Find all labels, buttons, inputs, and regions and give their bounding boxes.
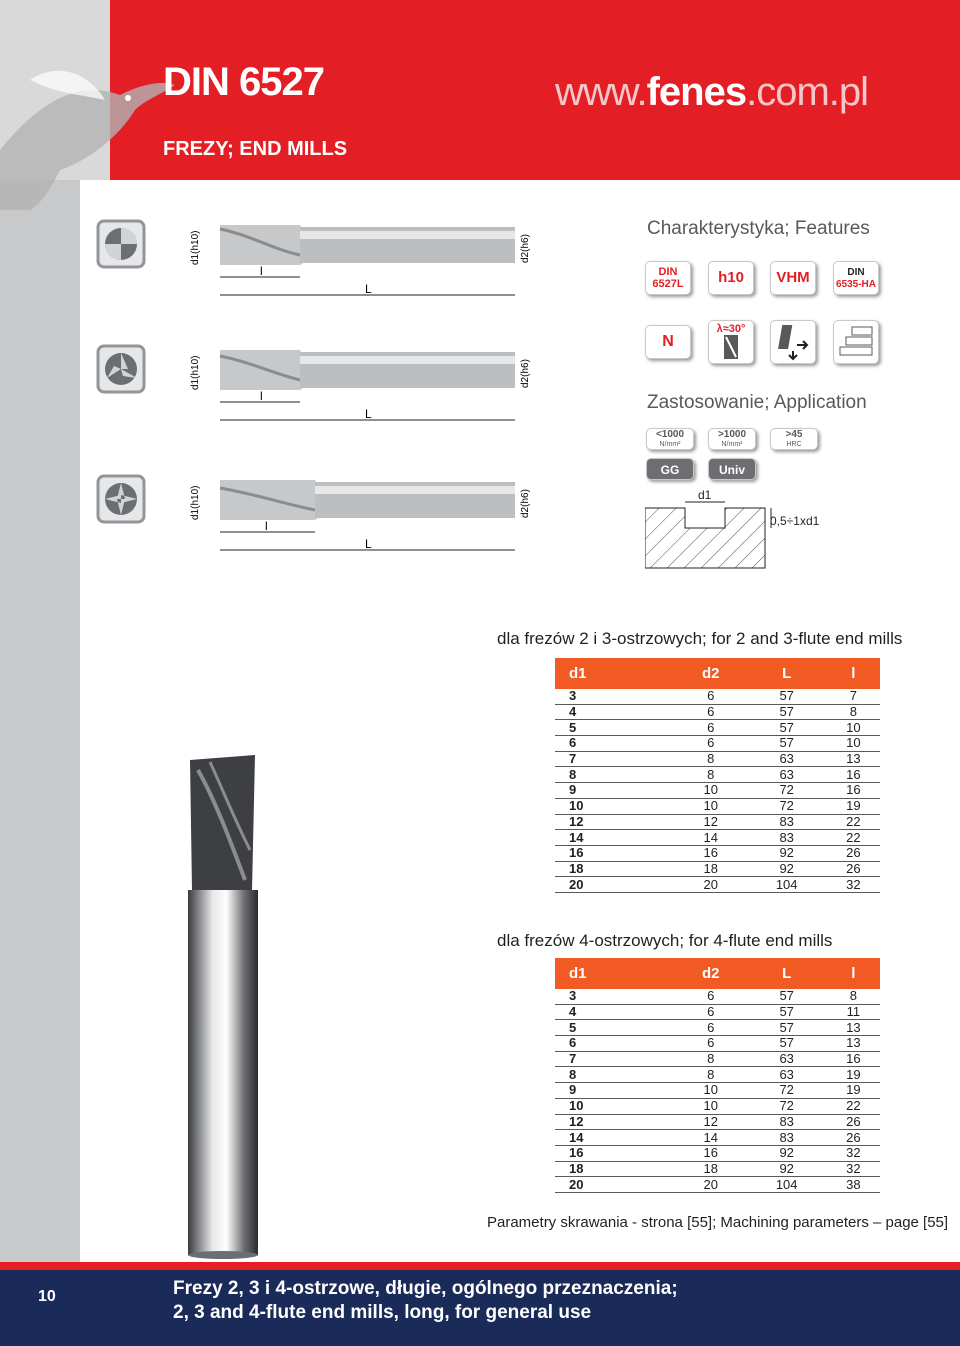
- table-row: [555, 1004, 880, 1020]
- table-row: [555, 1114, 880, 1130]
- table-cell: 8: [555, 767, 675, 783]
- table-cell: 19: [827, 1083, 880, 1099]
- website-url[interactable]: [555, 70, 868, 115]
- table-cell: 6: [675, 736, 747, 752]
- table-row: [555, 767, 880, 783]
- column-header: l: [827, 658, 880, 689]
- table-cell: 8: [827, 989, 880, 1004]
- table-cell: 16: [675, 1145, 747, 1161]
- table-cell: 72: [747, 1098, 827, 1114]
- table-cell: 83: [747, 1130, 827, 1146]
- table-cell: 18: [675, 861, 747, 877]
- page-title: DIN 6527: [163, 60, 324, 104]
- table-row: [555, 736, 880, 752]
- table-row: [555, 845, 880, 861]
- table-row: [555, 1036, 880, 1052]
- table-cell: 14: [675, 1130, 747, 1146]
- table-cell: 10: [675, 1083, 747, 1099]
- badge-din-6535-ha: [833, 261, 879, 295]
- table-cell: 6: [675, 720, 747, 736]
- svg-text:l: l: [265, 519, 268, 533]
- column-header: L: [747, 958, 827, 989]
- table-cell: 3: [555, 689, 675, 704]
- page-number: 10: [38, 1288, 56, 1305]
- table-cell: 6: [675, 1036, 747, 1052]
- column-header: L: [747, 658, 827, 689]
- table-cell: 10: [827, 736, 880, 752]
- badge-text: N/mm²: [721, 441, 743, 448]
- svg-text:d1(h10): d1(h10): [190, 485, 201, 520]
- table-cell: 26: [827, 1114, 880, 1130]
- table-cell: 16: [827, 1051, 880, 1067]
- table-4-flute: [555, 958, 880, 1193]
- table-cell: 57: [747, 720, 827, 736]
- table-row: [555, 798, 880, 814]
- table-row: [555, 830, 880, 846]
- table-cell: 10: [675, 798, 747, 814]
- table-cell: 83: [747, 830, 827, 846]
- badge-text: >1000: [717, 429, 747, 440]
- table-cell: 8: [675, 767, 747, 783]
- url-brand: fenes: [646, 70, 747, 114]
- footer-title-en: 2, 3 and 4-flute end mills, long, for general use: [173, 1302, 592, 1323]
- badge-gg: GG: [646, 458, 694, 480]
- table-cell: 8: [675, 751, 747, 767]
- badge-h10: h10: [708, 261, 754, 295]
- table-cell: 6: [555, 736, 675, 752]
- table-row: [555, 877, 880, 893]
- tool-diagram-2-flute: [90, 215, 550, 315]
- table-row: [555, 1083, 880, 1099]
- table-row: [555, 783, 880, 799]
- table-row: [555, 720, 880, 736]
- badge-text: 6535-HA: [835, 279, 877, 290]
- table-cell: 57: [747, 704, 827, 720]
- table-cell: 22: [827, 814, 880, 830]
- badge-hardness: [770, 428, 818, 450]
- svg-text:l: l: [260, 389, 263, 403]
- table-cell: 16: [827, 783, 880, 799]
- table-cell: 6: [675, 704, 747, 720]
- table-cell: 38: [827, 1177, 880, 1193]
- table-cell: 57: [747, 1020, 827, 1036]
- table-header-row: [555, 958, 880, 989]
- table-cell: 14: [555, 830, 675, 846]
- table-cell: 83: [747, 1114, 827, 1130]
- table-row: [555, 1177, 880, 1193]
- table-cell: 14: [675, 830, 747, 846]
- table-cell: 83: [747, 814, 827, 830]
- table-cell: 104: [747, 877, 827, 893]
- column-header: l: [827, 958, 880, 989]
- column-header: d1: [555, 658, 675, 689]
- table-cell: 13: [827, 751, 880, 767]
- table-cell: 3: [555, 989, 675, 1004]
- badge-text: λ≈30°: [716, 323, 746, 335]
- table-cell: 13: [827, 1020, 880, 1036]
- hummingbird-logo: [0, 40, 180, 210]
- table-cell: 19: [827, 1067, 880, 1083]
- steps-icon: [836, 321, 876, 361]
- table-row: [555, 814, 880, 830]
- table-cell: 26: [827, 861, 880, 877]
- svg-text:d2(h6): d2(h6): [520, 489, 531, 518]
- svg-text:L: L: [365, 537, 372, 551]
- table-cell: 6: [675, 1004, 747, 1020]
- table-cell: 57: [747, 1004, 827, 1020]
- table-cell: 57: [747, 689, 827, 704]
- table1-caption: dla frezów 2 i 3-ostrzowych; for 2 and 3-flute end mills: [497, 629, 903, 648]
- table-header-row: [555, 658, 880, 689]
- table-cell: 6: [555, 1036, 675, 1052]
- table-cell: 4: [555, 1004, 675, 1020]
- table-cell: 10: [555, 1098, 675, 1114]
- table-cell: 5: [555, 720, 675, 736]
- table-cell: 13: [827, 1036, 880, 1052]
- dim-d1: d1(h10): [190, 230, 201, 265]
- table-cell: 8: [555, 1067, 675, 1083]
- table-cell: 4: [555, 704, 675, 720]
- table-cell: 6: [675, 1020, 747, 1036]
- table-cell: 12: [675, 814, 747, 830]
- table-cell: 20: [675, 1177, 747, 1193]
- badge-text: DIN: [847, 267, 865, 278]
- badge-text: <1000: [655, 429, 685, 440]
- svg-text:L: L: [365, 407, 372, 421]
- table-cell: 7: [555, 1051, 675, 1067]
- svg-text:d1(h10): d1(h10): [190, 355, 201, 390]
- table-cell: 20: [555, 877, 675, 893]
- table-cell: 7: [555, 751, 675, 767]
- table-row: [555, 1067, 880, 1083]
- badge-text: N/mm²: [659, 441, 681, 448]
- table-row: [555, 861, 880, 877]
- table-row: [555, 751, 880, 767]
- table-cell: 5: [555, 1020, 675, 1036]
- table-cell: 32: [827, 877, 880, 893]
- table-cell: 32: [827, 1145, 880, 1161]
- table-cell: 12: [675, 1114, 747, 1130]
- badge-text: DIN: [658, 266, 678, 278]
- table-cell: 11: [827, 1004, 880, 1020]
- table-cell: 22: [827, 1098, 880, 1114]
- table-cell: 10: [675, 1098, 747, 1114]
- badge-strength-low: [646, 428, 694, 450]
- tool-diagram-3-flute: [90, 340, 550, 440]
- footer-title-pl: Frezy 2, 3 i 4-ostrzowe, długie, ogólnego przeznaczenia;: [173, 1278, 678, 1299]
- application-title: Zastosowanie; Application: [647, 392, 867, 413]
- table-cell: 9: [555, 1083, 675, 1099]
- badge-text: HRC: [786, 441, 802, 448]
- table-2-3-flute: [555, 658, 880, 893]
- table-cell: 16: [675, 845, 747, 861]
- header: [0, 0, 960, 180]
- table-cell: 18: [555, 861, 675, 877]
- cutting-direction-icon: [773, 321, 813, 361]
- table-cell: 18: [675, 1161, 747, 1177]
- table-cell: 9: [555, 783, 675, 799]
- table-cell: 22: [827, 830, 880, 846]
- end-mill-photo: [180, 750, 265, 1260]
- table-row: [555, 1145, 880, 1161]
- table-cell: 63: [747, 751, 827, 767]
- badge-helix-angle: [708, 320, 754, 364]
- table-cell: 72: [747, 783, 827, 799]
- badge-steps: [833, 320, 879, 364]
- slot-depth-label: 0,5÷1xd1: [770, 514, 820, 528]
- table-row: [555, 689, 880, 704]
- table-cell: 26: [827, 845, 880, 861]
- table-cell: 32: [827, 1161, 880, 1177]
- table-cell: 92: [747, 861, 827, 877]
- table-cell: 63: [747, 767, 827, 783]
- table-cell: 12: [555, 1114, 675, 1130]
- table-row: [555, 1098, 880, 1114]
- table-cell: 92: [747, 1145, 827, 1161]
- table-cell: 20: [675, 877, 747, 893]
- table-row: [555, 1020, 880, 1036]
- table-cell: 12: [555, 814, 675, 830]
- badge-text: 6527L: [652, 278, 684, 290]
- column-header: d1: [555, 958, 675, 989]
- table-cell: 19: [827, 798, 880, 814]
- column-header: d2: [675, 958, 747, 989]
- table-cell: 57: [747, 1036, 827, 1052]
- table-cell: 57: [747, 736, 827, 752]
- svg-text:L: L: [365, 282, 372, 296]
- badge-cutting-direction: [770, 320, 816, 364]
- table-cell: 7: [827, 689, 880, 704]
- table-row: [555, 989, 880, 1004]
- badge-univ: Univ: [708, 458, 756, 480]
- table-cell: 10: [827, 720, 880, 736]
- table-cell: 10: [675, 783, 747, 799]
- table-cell: 92: [747, 1161, 827, 1177]
- badge-text: >45: [785, 429, 803, 440]
- table-cell: 14: [555, 1130, 675, 1146]
- table-cell: 18: [555, 1161, 675, 1177]
- table-cell: 16: [555, 845, 675, 861]
- table2-caption: dla frezów 4-ostrzowych; for 4-flute end mills: [497, 931, 833, 950]
- table-cell: 8: [675, 1067, 747, 1083]
- column-header: d2: [675, 658, 747, 689]
- table-row: [555, 704, 880, 720]
- footer: [0, 1270, 960, 1346]
- svg-text:l: l: [260, 264, 263, 278]
- table-cell: 63: [747, 1067, 827, 1083]
- badge-vhm: VHM: [770, 261, 816, 295]
- tool-drawing: [90, 470, 550, 560]
- table-cell: 16: [555, 1145, 675, 1161]
- tool-diagram-4-flute: [90, 470, 550, 570]
- table-cell: 8: [827, 704, 880, 720]
- svg-text:d2(h6): d2(h6): [520, 359, 531, 388]
- table-row: [555, 1130, 880, 1146]
- badge-strength-high: [708, 428, 756, 450]
- page-subtitle: FREZY; END MILLS: [163, 138, 348, 160]
- table-cell: 72: [747, 1083, 827, 1099]
- table-row: [555, 1051, 880, 1067]
- footer-accent: [0, 1262, 960, 1270]
- slot-width-label: d1: [698, 488, 712, 502]
- tool-drawing: [90, 215, 550, 305]
- table-cell: 6: [675, 689, 747, 704]
- dim-d2: d2(h6): [520, 234, 531, 263]
- table-cell: 8: [675, 1051, 747, 1067]
- table-cell: 20: [555, 1177, 675, 1193]
- table-cell: 10: [555, 798, 675, 814]
- tool-drawing: [90, 340, 550, 430]
- table-cell: 104: [747, 1177, 827, 1193]
- table-cell: 72: [747, 798, 827, 814]
- table-cell: 92: [747, 845, 827, 861]
- badge-din-6527l: [645, 261, 691, 295]
- machining-parameters-note: Parametry skrawania - strona [55]; Machining parameters – page [55]: [487, 1214, 949, 1231]
- table-cell: 6: [675, 989, 747, 1004]
- table-cell: 63: [747, 1051, 827, 1067]
- url-suffix: .com.pl: [746, 70, 869, 114]
- helix-icon: [716, 335, 746, 359]
- table-cell: 16: [827, 767, 880, 783]
- table-cell: 57: [747, 989, 827, 1004]
- url-prefix: www.: [555, 70, 647, 114]
- table-row: [555, 1161, 880, 1177]
- table-cell: 26: [827, 1130, 880, 1146]
- features-title: Charakterystyka; Features: [647, 218, 870, 239]
- badge-n: N: [645, 325, 691, 359]
- slot-diagram: [645, 488, 825, 573]
